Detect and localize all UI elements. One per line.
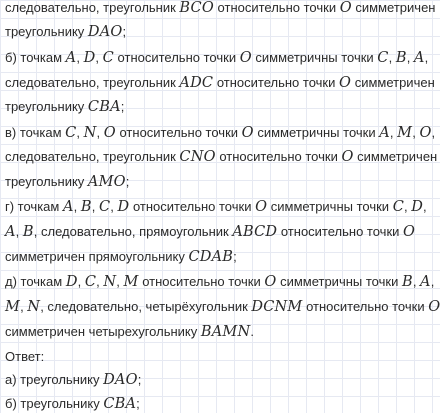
text-line bbox=[5, 173, 425, 191]
text-fragment: , bbox=[403, 199, 412, 214]
math-symbol: B bbox=[80, 199, 92, 215]
math-symbol: DCNM bbox=[251, 299, 303, 315]
math-symbol: N bbox=[27, 299, 41, 315]
text-fragment: ; bbox=[120, 99, 125, 114]
text-fragment: следовательно, треугольник bbox=[5, 0, 180, 15]
text-fragment: симметричны точки bbox=[253, 125, 380, 140]
math-symbol: DAO bbox=[103, 372, 138, 388]
text-fragment: , bbox=[431, 125, 436, 140]
math-symbol: O bbox=[419, 125, 432, 141]
text-fragment: , bbox=[406, 50, 414, 65]
text-fragment: , bbox=[91, 199, 99, 214]
text-fragment: , bbox=[96, 125, 104, 140]
text-line bbox=[5, 371, 425, 389]
text-line bbox=[5, 23, 425, 41]
math-symbol: ABCD bbox=[232, 224, 278, 240]
text-fragment: , bbox=[424, 50, 429, 65]
text-fragment: треугольнику bbox=[5, 174, 88, 189]
text-fragment: , bbox=[430, 274, 435, 289]
text-fragment: , bbox=[15, 224, 23, 239]
text-fragment: , bbox=[20, 299, 28, 314]
text-fragment: , следовательно, четырёхугольник bbox=[40, 299, 252, 314]
math-symbol: O bbox=[338, 75, 352, 91]
text-line bbox=[5, 298, 440, 316]
math-symbol: O bbox=[241, 125, 254, 141]
text-line bbox=[5, 248, 425, 266]
math-symbol: C bbox=[65, 125, 77, 141]
text-fragment: ; bbox=[136, 396, 140, 411]
text-fragment: , bbox=[389, 125, 398, 140]
math-symbol: C bbox=[102, 50, 114, 66]
text-fragment: треугольнику bbox=[5, 99, 88, 114]
text-fragment: , bbox=[73, 199, 81, 214]
text-fragment: следовательно, треугольник bbox=[5, 75, 180, 90]
text-fragment: ; bbox=[233, 249, 237, 264]
math-symbol: C bbox=[377, 50, 389, 66]
text-fragment: , bbox=[76, 50, 84, 65]
text-line bbox=[5, 148, 438, 166]
text-fragment: симметричны точки bbox=[276, 274, 402, 289]
text-fragment: б) точкам bbox=[5, 50, 66, 65]
text-fragment: Ответ: bbox=[5, 349, 45, 364]
text-fragment: относительно точки bbox=[277, 224, 404, 239]
math-symbol: A bbox=[65, 50, 77, 66]
text-line bbox=[5, 198, 425, 216]
text-fragment: относительно точки bbox=[115, 125, 242, 140]
text-fragment: относительно точки bbox=[215, 149, 342, 164]
text-fragment: относительно точки bbox=[113, 50, 240, 65]
text-line bbox=[5, 124, 436, 142]
text-fragment: симметричен четырехугольнику bbox=[5, 324, 201, 339]
math-symbol: O bbox=[264, 274, 277, 290]
math-symbol: BAMN bbox=[200, 324, 251, 340]
math-symbol: M bbox=[5, 299, 21, 315]
math-symbol: O bbox=[339, 0, 352, 16]
text-fragment: , bbox=[76, 125, 84, 140]
text-fragment: , bbox=[96, 274, 104, 289]
text-fragment: , bbox=[423, 199, 427, 214]
math-symbol: O bbox=[341, 149, 354, 165]
math-symbol: D bbox=[65, 274, 78, 290]
text-fragment: относительно точки bbox=[302, 299, 429, 314]
math-symbol: A bbox=[413, 50, 425, 66]
text-fragment: г) точкам bbox=[5, 199, 63, 214]
math-symbol: O bbox=[403, 224, 416, 240]
text-fragment: симметричен прямоугольнику bbox=[5, 249, 189, 264]
math-symbol: A bbox=[5, 224, 16, 240]
text-line bbox=[5, 348, 425, 366]
math-symbol: C bbox=[98, 199, 111, 215]
math-symbol: B bbox=[395, 50, 407, 66]
math-symbol: B bbox=[22, 224, 34, 240]
math-symbol: N bbox=[83, 125, 97, 141]
text-fragment: относительно точки bbox=[213, 75, 339, 90]
text-fragment: в) точкам bbox=[5, 125, 66, 140]
text-fragment: симметричен bbox=[353, 149, 438, 164]
text-fragment: ; bbox=[122, 24, 127, 39]
text-fragment: , следовательно, прямоугольник bbox=[33, 224, 233, 239]
text-fragment: , bbox=[412, 274, 421, 289]
math-symbol: N bbox=[103, 274, 117, 290]
text-fragment: симметричны точки bbox=[267, 199, 393, 214]
math-symbol: O bbox=[255, 199, 268, 215]
text-fragment: д) точкам bbox=[5, 274, 66, 289]
math-symbol: A bbox=[62, 199, 74, 215]
text-fragment: , bbox=[388, 50, 396, 65]
math-symbol: DAO bbox=[87, 24, 123, 40]
text-fragment: , bbox=[116, 274, 124, 289]
math-symbol: BCO bbox=[179, 0, 214, 16]
math-symbol: O bbox=[428, 299, 440, 315]
math-symbol: CDAB bbox=[188, 249, 234, 265]
math-symbol: O bbox=[103, 125, 116, 141]
math-symbol: D bbox=[411, 199, 424, 215]
text-fragment: , bbox=[95, 50, 103, 65]
text-line bbox=[5, 273, 435, 291]
text-fragment: относительно точки bbox=[213, 0, 340, 15]
math-symbol: AMO bbox=[87, 174, 126, 190]
math-symbol: A bbox=[420, 274, 431, 290]
math-symbol: CNO bbox=[179, 149, 216, 165]
text-fragment: , bbox=[110, 199, 118, 214]
text-line bbox=[5, 98, 425, 116]
text-line bbox=[5, 223, 425, 241]
math-symbol: M bbox=[397, 125, 413, 141]
text-line bbox=[5, 49, 429, 67]
math-symbol: CBA bbox=[87, 99, 121, 115]
text-line bbox=[5, 0, 436, 17]
text-fragment: относительно точки bbox=[138, 274, 265, 289]
text-fragment: симметричны точки bbox=[251, 50, 378, 65]
math-symbol: M bbox=[123, 274, 139, 290]
text-fragment: . bbox=[250, 324, 254, 339]
text-fragment: симметричен bbox=[351, 0, 436, 15]
text-fragment: б) треугольнику bbox=[5, 396, 104, 411]
text-line bbox=[5, 323, 425, 341]
math-symbol: O bbox=[239, 50, 252, 66]
math-symbol: C bbox=[84, 274, 97, 290]
math-symbol: D bbox=[83, 50, 96, 66]
math-symbol: D bbox=[117, 199, 130, 215]
text-fragment: а) треугольнику bbox=[5, 372, 104, 387]
text-fragment: , bbox=[77, 274, 85, 289]
math-symbol: ADC bbox=[179, 75, 214, 91]
text-fragment: следовательно, треугольник bbox=[5, 149, 180, 164]
text-fragment: треугольнику bbox=[5, 24, 88, 39]
math-symbol: C bbox=[392, 199, 404, 215]
text-fragment: относительно точки bbox=[129, 199, 256, 214]
text-fragment: симметричен bbox=[351, 75, 435, 90]
text-line bbox=[5, 74, 435, 92]
math-symbol: CBA bbox=[103, 396, 137, 412]
text-fragment: , bbox=[412, 125, 420, 140]
text-fragment: ; bbox=[125, 174, 130, 189]
text-line bbox=[5, 395, 425, 413]
math-symbol: B bbox=[401, 274, 413, 290]
text-fragment: ; bbox=[137, 372, 142, 387]
math-symbol: A bbox=[379, 125, 390, 141]
